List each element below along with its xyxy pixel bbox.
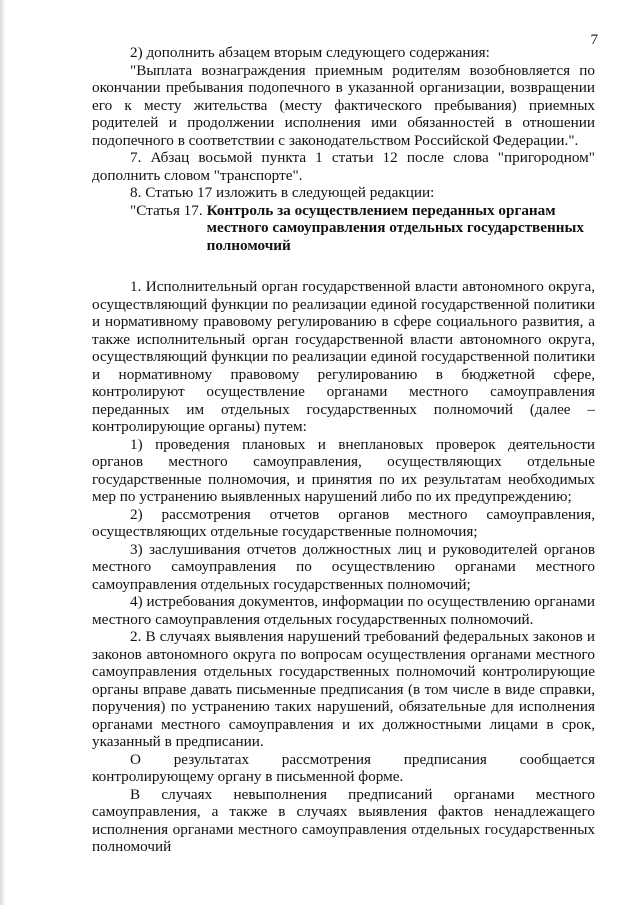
paragraph: 4) истребования документов, информации по осуществлению органами местного самоуправления отдельных государственных полномочий. (92, 593, 595, 628)
paragraph: 2) рассмотрения отчетов органов местного самоуправления, осуществляющих отдельные государственные полномочия; (92, 505, 595, 540)
paragraph: 8. Статью 17 изложить в следующей редакции: (130, 184, 435, 201)
article-heading (92, 202, 595, 255)
paragraph: 2. В случаях выявления нарушений требований федеральных законов и законов автономного округа по вопросам осуществления органами местного самоуправления отдельных государственных полномочий контролирующие органы вправе давать письменные предписания (в том числе в виде справки, поручения) по устранению таких нарушений, обязательные для исполнения органами местного самоуправления и их должностными лицами в срок, указанный в предписании. (92, 628, 595, 750)
paragraph: 7. Абзац восьмой пункта 1 статьи 12 после слова "пригородном" дополнить словом "транспорте". (92, 149, 595, 184)
page-number: 7 (590, 32, 598, 48)
scan-edge-shadow (0, 0, 6, 905)
paragraph: О результатах рассмотрения предписания сообщается контролирующему органу в письменной форме. (92, 750, 595, 785)
paragraph: В случаях невыполнения предписаний органами местного самоуправления, а также в случаях выявления фактов ненадлежащего исполнения органами местного самоуправления отдельных государственных полномочий (92, 785, 595, 855)
paragraph: 1. Исполнительный орган государственной власти автономного округа, осуществляющий функции по реализации единой государственной политики и нормативному правовому регулированию в сфере социального развития, а также исполнительный орган государственной власти автономного округа, осуществляющий функции по реализации единой государственной политики и нормативному правовому регулированию в бюджетной сфере, контролируют осуществление органами местного самоуправления переданных им отдельных государственных полномочий (далее – контролирующие органы) путем: (92, 278, 595, 435)
paragraph: "Выплата вознаграждения приемным родителям возобновляется по окончании пребывания подопечного в указанной организации, возвращении его к месту жительства (месту фактического пребывания) приемных родителей и продолжении исполнения ими обязанностей в отношении подопечного в соответствии с законодательством Российской Федерации.". (92, 61, 595, 149)
document-body (92, 44, 595, 856)
paragraph: 1) проведения плановых и внеплановых проверок деятельности органов местного самоуправления, осуществляющих отдельные государственные полномочия, и принятия по их результатам необходимых мер по устранению выявленных нарушений либо по их предупреждению; (92, 435, 595, 505)
paragraph: 3) заслушивания отчетов должностных лиц и руководителей органов местного самоуправления по осуществлению органами местного самоуправления отдельных государственных полномочий; (92, 540, 595, 593)
article-number: "Статья 17. (130, 201, 203, 219)
spacer (92, 254, 595, 278)
article-title: Контроль за осуществлением переданных органам местного самоуправления отдельных государственных полномочий (206, 201, 584, 254)
paragraph: 2) дополнить абзацем вторым следующего содержания: (130, 44, 490, 61)
